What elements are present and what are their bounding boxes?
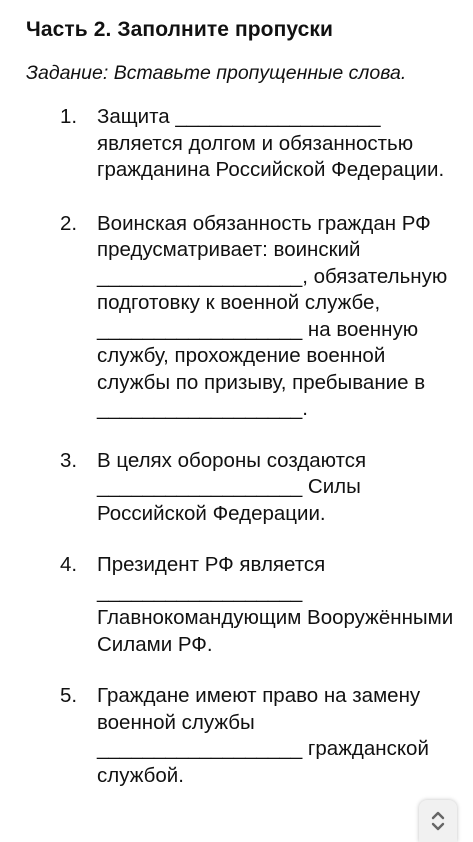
question-text: Защита __________________ является долгом и обязанностью гражданина Российской Федерации. <box>97 105 445 181</box>
blank-line: __________________. <box>97 397 308 420</box>
question-item <box>60 211 460 423</box>
question-item <box>60 552 460 658</box>
question-text: Президент РФ является __________________ Главнокомандующим Вооружёнными Силами РФ. <box>97 553 454 656</box>
question-text: Граждане имеют право на замену военной службы __________________ гражданской службой. <box>97 684 429 787</box>
blank-line: __________________ <box>175 105 381 128</box>
question-item <box>60 104 460 184</box>
blank-line: __________________ <box>97 737 303 760</box>
blank-line: __________________, <box>97 264 308 288</box>
question-number: 3. <box>60 448 78 472</box>
question-text: В целях обороны создаются __________________ Силы Российской Федерации. <box>97 448 367 525</box>
question-item <box>60 448 460 528</box>
part-title: Часть 2. Заполните пропуски <box>26 18 334 41</box>
up-down-chevrons-icon <box>430 809 446 833</box>
question-number: 1. <box>60 105 78 128</box>
blank-line: __________________ <box>97 475 303 498</box>
question-text: Воинская обязанность граждан РФ предусматривает: воинский __________________, обязательную подготовку к военной службе, __________________ на военную службу, прохождение военной службы по призыву, пребывание в __________________. <box>97 211 448 420</box>
blank-line: __________________ <box>97 317 303 341</box>
task-instruction: Задание: Вставьте пропущенные слова. <box>26 62 407 84</box>
question-item <box>60 683 460 789</box>
question-number: 5. <box>60 684 78 707</box>
question-number: 4. <box>60 553 78 576</box>
blank-line: __________________ <box>97 579 303 603</box>
question-number: 2. <box>60 211 78 235</box>
question-list <box>60 104 460 789</box>
scroll-button[interactable] <box>419 800 457 842</box>
